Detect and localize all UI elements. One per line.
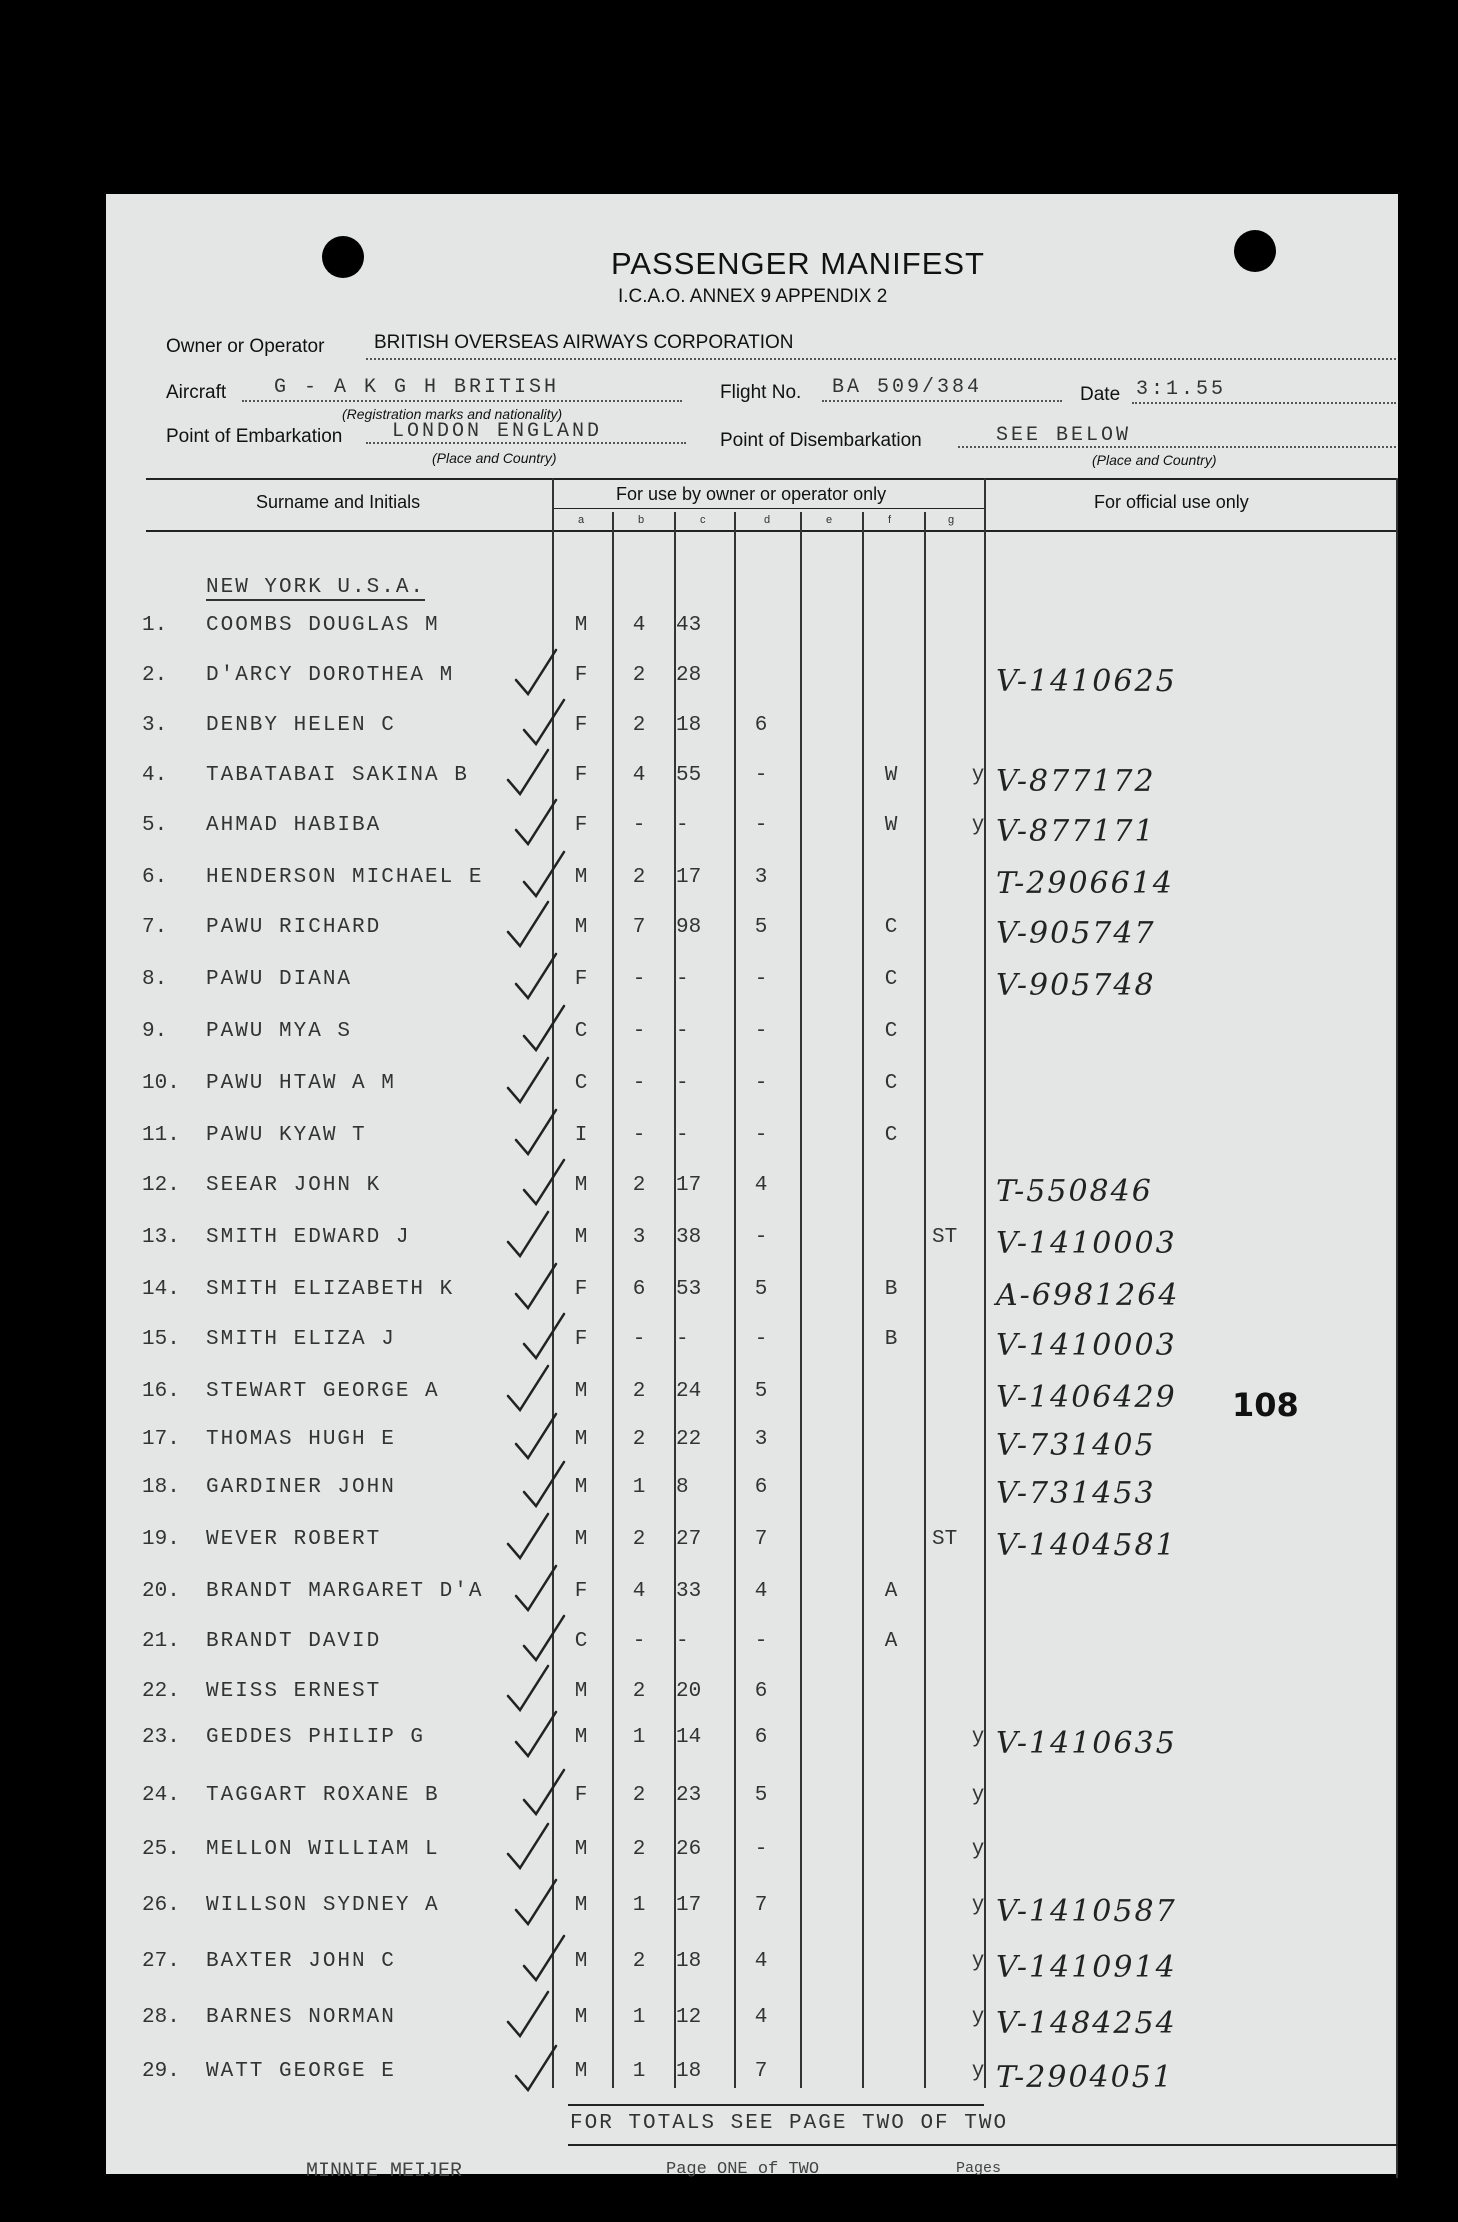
cell-d: 6 [754,1680,768,1703]
cell-num: 23. [142,1726,180,1749]
cell-a: M [574,1528,588,1551]
cell-d: - [754,1124,768,1147]
cell-d: 5 [754,1380,768,1403]
cell-a: M [574,1428,588,1451]
cell-name: PAWU DIANA [206,968,353,991]
cell-y: y [971,1726,985,1749]
cell-a: F [574,664,588,687]
handwritten-checkmarks [106,194,1398,2174]
cell-a: F [574,1580,588,1603]
cell-c: 17 [676,1174,702,1197]
cell-c: - [676,968,689,991]
cell-y: y [971,1838,985,1861]
cell-name: HENDERSON MICHAEL E [206,866,484,889]
cell-a: M [574,916,588,939]
cell-b: 4 [632,1580,646,1603]
cell-d: 3 [754,1428,768,1451]
embarkation-value: LONDON ENGLAND [392,420,603,443]
sub-col-d: d [764,514,771,526]
check-mark [516,1414,556,1458]
cell-off: V-1410003 [996,1328,1177,1363]
cell-c: 8 [676,1476,689,1499]
cell-c: 12 [676,2006,702,2029]
cell-b: - [632,1630,646,1653]
cell-num: 15. [142,1328,180,1351]
cell-num: 20. [142,1580,180,1603]
cell-b: 2 [632,866,646,889]
cell-c: - [676,1630,689,1653]
cell-d: 4 [754,1580,768,1603]
page-annotation: 108 [1232,1386,1299,1424]
cell-b: 2 [632,1950,646,1973]
cell-num: 11. [142,1124,180,1147]
cell-name: PAWU RICHARD [206,916,382,939]
cell-b: 3 [632,1226,646,1249]
cell-f: C [884,1124,898,1147]
cell-off: V-1410625 [996,664,1177,699]
cell-num: 24. [142,1784,180,1807]
cell-b: 2 [632,1174,646,1197]
col-header-official: For official use only [1094,492,1249,512]
cell-b: 2 [632,714,646,737]
cell-d: 4 [754,2006,768,2029]
cell-a: M [574,1680,588,1703]
cell-b: 2 [632,664,646,687]
sub-col-b: b [638,514,645,526]
cell-d: 6 [754,1726,768,1749]
cell-num: 4. [142,764,168,787]
sub-col-c: c [700,514,706,526]
cell-num: 27. [142,1950,180,1973]
check-mark [524,1462,564,1506]
cell-num: 6. [142,866,168,889]
cell-off: V-905748 [996,968,1156,1003]
cell-f: C [884,1072,898,1095]
cell-c: 22 [676,1428,702,1451]
cell-name: PAWU MYA S [206,1020,353,1043]
cell-c: - [676,814,689,837]
section-heading: NEW YORK U.S.A. [206,576,426,599]
cell-b: 6 [632,1278,646,1301]
cell-off: T-2906614 [996,866,1174,901]
cell-b: - [632,1072,646,1095]
cell-name: GARDINER JOHN [206,1476,396,1499]
cell-name: WEISS ERNEST [206,1680,382,1703]
cell-num: 28. [142,2006,180,2029]
cell-num: 18. [142,1476,180,1499]
cell-c: - [676,1020,689,1043]
check-mark [524,1314,564,1358]
cell-name: SMITH ELIZA J [206,1328,396,1351]
cell-b: 4 [632,764,646,787]
cell-c: 18 [676,714,702,737]
cell-num: 7. [142,916,168,939]
cell-a: M [574,1838,588,1861]
cell-num: 17. [142,1428,180,1451]
cell-c: 98 [676,916,702,939]
disembarkation-label: Point of Disembarkation [720,430,922,451]
cell-c: 38 [676,1226,702,1249]
check-mark [524,1770,564,1814]
disembarkation-value: SEE BELOW [996,424,1132,447]
flight-value: BA 509/384 [832,376,983,399]
manifest-subtitle: I.C.A.O. ANNEX 9 APPENDIX 2 [618,286,888,307]
cell-num: 13. [142,1226,180,1249]
disembarkation-note: (Place and Country) [1092,452,1217,468]
cell-num: 3. [142,714,168,737]
check-mark [508,750,548,794]
embarkation-note: (Place and Country) [432,450,557,466]
cell-name: BRANDT DAVID [206,1630,382,1653]
manifest-page [106,194,1398,2183]
cell-f: B [884,1328,898,1351]
embarkation-label: Point of Embarkation [166,426,343,447]
check-mark [508,1212,548,1256]
cell-a: M [574,1950,588,1973]
cell-name: WEVER ROBERT [206,1528,382,1551]
cell-d: 4 [754,1950,768,1973]
check-mark [508,902,548,946]
cell-name: SMITH ELIZABETH K [206,1278,455,1301]
cell-num: 19. [142,1528,180,1551]
date-value: 3:1.55 [1136,378,1227,401]
check-mark [516,1566,556,1610]
cell-y: y [971,1950,985,1973]
cell-name: COOMBS DOUGLAS M [206,614,440,637]
check-mark [524,700,564,744]
sub-col-f: f [888,514,892,526]
cell-d: 5 [754,916,768,939]
cell-name: BRANDT MARGARET D'A [206,1580,484,1603]
cell-off: A-6981264 [996,1278,1180,1313]
cell-f: W [884,814,898,837]
cell-name: BARNES NORMAN [206,2006,396,2029]
check-mark [508,1666,548,1710]
col-header-owner: For use by owner or operator only [616,484,887,504]
cell-b: 2 [632,1428,646,1451]
cell-name: WATT GEORGE E [206,2060,396,2083]
cell-off: V-1410587 [996,1894,1177,1929]
check-mark [524,1006,564,1050]
cell-a: C [574,1072,588,1095]
cell-a: F [574,714,588,737]
cell-b: - [632,968,646,991]
cell-f: A [884,1630,898,1653]
cell-d: 7 [754,1528,768,1551]
sub-col-e: e [826,514,833,526]
cell-name: DENBY HELEN C [206,714,396,737]
flight-label: Flight No. [720,382,802,403]
check-mark [516,954,556,998]
cell-f: A [884,1580,898,1603]
cell-c: 20 [676,1680,702,1703]
cell-d: 7 [754,2060,768,2083]
cell-c: 17 [676,866,702,889]
totals-note: FOR TOTALS SEE PAGE TWO OF TWO [570,2112,1009,2135]
cell-a: M [574,1226,588,1249]
cell-num: 9. [142,1020,168,1043]
cell-name: SEEAR JOHN K [206,1174,382,1197]
cell-name: AHMAD HABIBA [206,814,382,837]
cell-d: - [754,1838,768,1861]
cell-f: W [884,764,898,787]
cell-f: B [884,1278,898,1301]
cell-g: ST [932,1226,958,1249]
cell-c: - [676,1328,689,1351]
cell-name: STEWART GEORGE A [206,1380,440,1403]
cell-b: 7 [632,916,646,939]
cell-a: M [574,1476,588,1499]
cell-d: 5 [754,1784,768,1807]
cell-c: 24 [676,1380,702,1403]
cell-a: C [574,1020,588,1043]
cell-b: - [632,1124,646,1147]
cell-a: F [574,1784,588,1807]
cell-d: 3 [754,866,768,889]
cell-off: V-1484254 [996,2006,1177,2041]
cell-num: 22. [142,1680,180,1703]
check-mark [524,1160,564,1204]
cell-a: F [574,764,588,787]
cell-off: V-1410003 [996,1226,1177,1261]
cell-a: F [574,1328,588,1351]
cell-c: 27 [676,1528,702,1551]
cell-c: 43 [676,614,702,637]
cell-d: - [754,968,768,991]
cell-a: M [574,1174,588,1197]
cell-name: BAXTER JOHN C [206,1950,396,1973]
cell-c: 14 [676,1726,702,1749]
sub-col-g: g [948,514,955,526]
cell-b: - [632,814,646,837]
cell-a: M [574,1380,588,1403]
col-header-name: Surname and Initials [256,492,421,512]
owner-value: BRITISH OVERSEAS AIRWAYS CORPORATION [374,332,794,353]
cell-y: y [971,764,985,787]
cell-a: I [574,1124,588,1147]
cell-a: F [574,968,588,991]
cell-c: 26 [676,1838,702,1861]
cell-f: C [884,1020,898,1043]
cell-d: 4 [754,1174,768,1197]
cell-b: - [632,1328,646,1351]
cell-c: 18 [676,1950,702,1973]
cell-b: 2 [632,1784,646,1807]
cell-f: C [884,916,898,939]
check-mark [508,1366,548,1410]
cell-b: 2 [632,1838,646,1861]
cell-off: V-1406429 [996,1380,1177,1415]
cell-num: 5. [142,814,168,837]
cell-f: C [884,968,898,991]
cell-off: V-1410914 [996,1950,1177,1985]
date-label: Date [1080,384,1121,405]
cell-a: M [574,2006,588,2029]
cell-c: - [676,1072,689,1095]
cell-name: THOMAS HUGH E [206,1428,396,1451]
cell-a: M [574,2060,588,2083]
cell-b: 1 [632,1476,646,1499]
check-mark [516,2046,556,2090]
cell-c: - [676,1124,689,1147]
cell-num: 25. [142,1838,180,1861]
cell-a: F [574,814,588,837]
cell-num: 10. [142,1072,180,1095]
check-mark [508,1514,548,1558]
cell-num: 26. [142,1894,180,1917]
cell-y: y [971,2006,985,2029]
cell-g: ST [932,1528,958,1551]
cell-name: SMITH EDWARD J [206,1226,411,1249]
cell-off: V-1404581 [996,1528,1177,1563]
cell-y: y [971,1894,985,1917]
aircraft-value: G - A K G H BRITISH [274,376,560,399]
cell-d: - [754,1072,768,1095]
check-mark [516,1110,556,1154]
cell-num: 16. [142,1380,180,1403]
cell-b: 1 [632,2060,646,2083]
cell-name: GEDDES PHILIP G [206,1726,426,1749]
registration-note: (Registration marks and nationality) [342,406,563,422]
cell-d: - [754,1630,768,1653]
signer-name: MINNIE MEIJER [306,2160,463,2183]
cell-d: 7 [754,1894,768,1917]
cell-c: 33 [676,1580,702,1603]
cell-c: 55 [676,764,702,787]
cell-off: V-731453 [996,1476,1156,1511]
cell-c: 18 [676,2060,702,2083]
cell-num: 2. [142,664,168,687]
cell-num: 1. [142,614,168,637]
cell-d: - [754,764,768,787]
cell-d: - [754,1020,768,1043]
manifest-title: PASSENGER MANIFEST [611,246,985,281]
check-mark [524,852,564,896]
sub-col-a: a [578,514,585,526]
cell-b: 4 [632,614,646,637]
cell-name: PAWU KYAW T [206,1124,367,1147]
check-mark [508,1992,548,2036]
cell-num: 21. [142,1630,180,1653]
cell-a: F [574,1278,588,1301]
check-mark [516,650,556,694]
cell-off: T-550846 [996,1174,1153,1209]
cell-c: 53 [676,1278,702,1301]
cell-d: - [754,1226,768,1249]
cell-b: 1 [632,1726,646,1749]
cell-d: 6 [754,1476,768,1499]
cell-off: T-2904051 [996,2060,1174,2095]
cell-d: - [754,814,768,837]
cell-a: M [574,1894,588,1917]
cell-a: M [574,1726,588,1749]
cell-off: V-731405 [996,1428,1156,1463]
cell-off: V-877172 [996,764,1156,799]
cell-off: V-877171 [996,814,1156,849]
check-mark [524,1936,564,1980]
cell-name: WILLSON SYDNEY A [206,1894,440,1917]
check-mark [516,800,556,844]
cell-a: C [574,1630,588,1653]
cell-off: V-905747 [996,916,1156,951]
cell-name: D'ARCY DOROTHEA M [206,664,455,687]
check-mark [516,1264,556,1308]
cell-y: y [971,1784,985,1807]
check-mark [516,1712,556,1756]
cell-off: V-1410635 [996,1726,1177,1761]
cell-num: 8. [142,968,168,991]
cell-name: TAGGART ROXANE B [206,1784,440,1807]
cell-name: PAWU HTAW A M [206,1072,396,1095]
page-count: Page ONE of TWO [666,2160,820,2179]
pages-label: Pages [956,2160,1002,2177]
cell-y: y [971,2060,985,2083]
cell-b: - [632,1020,646,1043]
cell-b: 2 [632,1528,646,1551]
owner-label: Owner or Operator [166,336,325,357]
cell-c: 17 [676,1894,702,1917]
cell-a: M [574,866,588,889]
check-mark [524,1616,564,1660]
cell-num: 29. [142,2060,180,2083]
check-mark [508,1824,548,1868]
cell-num: 12. [142,1174,180,1197]
cell-d: - [754,1328,768,1351]
cell-b: 2 [632,1380,646,1403]
cell-d: 6 [754,714,768,737]
cell-name: TABATABAI SAKINA B [206,764,469,787]
aircraft-label: Aircraft [166,382,227,403]
cell-num: 14. [142,1278,180,1301]
cell-a: M [574,614,588,637]
cell-b: 1 [632,1894,646,1917]
cell-d: 5 [754,1278,768,1301]
cell-name: MELLON WILLIAM L [206,1838,440,1861]
cell-b: 1 [632,2006,646,2029]
cell-b: 2 [632,1680,646,1703]
cell-y: y [971,814,985,837]
cell-c: 28 [676,664,702,687]
cell-c: 23 [676,1784,702,1807]
check-mark [508,1058,548,1102]
check-mark [516,1880,556,1924]
